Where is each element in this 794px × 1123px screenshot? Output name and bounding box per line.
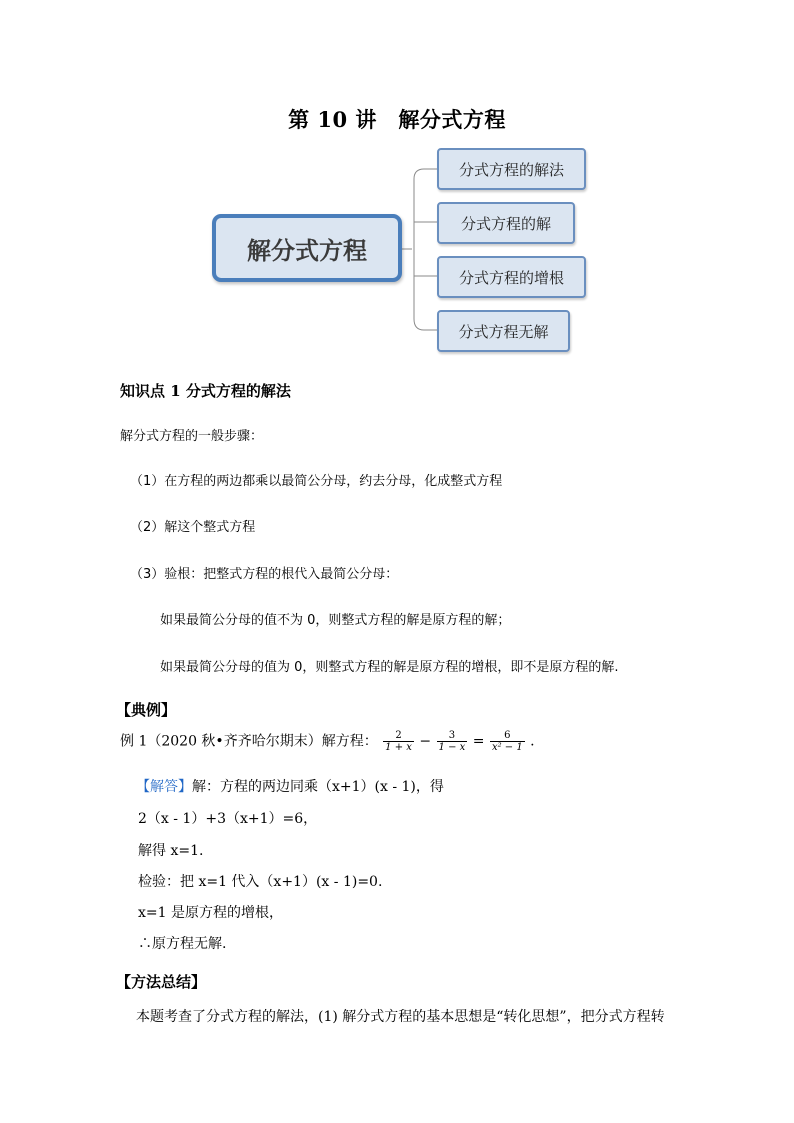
answer-text: 解：方程的两边同乘（x+1）(x - 1)，得 <box>192 779 444 795</box>
mindmap-branch-node: 分式方程的解 <box>437 202 575 244</box>
step-item: （1）在方程的两边都乘以最简公分母，约去分母，化成整式方程 <box>130 474 503 489</box>
example-prefix: 例 1（2020 秋•齐齐哈尔期末）解方程： <box>120 733 378 750</box>
solution-line: 解得 x=1. <box>138 843 204 859</box>
answer-tag: 【解答】 <box>136 779 192 795</box>
step-item: （3）验根：把整式方程的根代入最简公分母： <box>130 567 399 582</box>
mindmap-center-node: 解分式方程 <box>212 214 402 282</box>
fraction: $\frac{3}{1 - x}$ <box>438 730 466 753</box>
check-item: 如果最简公分母的值不为 0，则整式方程的解是原方程的解； <box>160 613 511 628</box>
steps-intro: 解分式方程的一般步骤： <box>120 429 264 444</box>
example-label: 【典例】 <box>116 701 177 719</box>
solution-line: 2（x - 1）+3（x+1）=6， <box>138 811 318 827</box>
mindmap-branch-node: 分式方程的解法 <box>437 148 586 190</box>
minus-sign: − <box>419 733 432 750</box>
example-problem <box>120 730 535 753</box>
check-item: 如果最简公分母的值为 0，则整式方程的解是原方程的增根，即不是原方程的解. <box>160 660 619 675</box>
mindmap-branch-node: 分式方程的增根 <box>437 256 586 298</box>
summary-text: 本题考查了分式方程的解法，(1) 解分式方程的基本思想是“转化思想”，把分式方程转 <box>136 1009 665 1025</box>
section-heading: 知识点 1 分式方程的解法 <box>120 382 291 400</box>
answer-line <box>136 776 444 796</box>
solution-line: 检验：把 x=1 代入（x+1）(x - 1)=0. <box>138 874 383 890</box>
step-item: （2）解这个整式方程 <box>130 520 256 535</box>
equals-sign: = <box>472 733 485 750</box>
page-title: 第 10 讲 解分式方程 <box>288 107 506 132</box>
mindmap-connectors <box>0 0 794 400</box>
solution-line: ∴原方程无解. <box>138 936 227 952</box>
summary-label: 【方法总结】 <box>116 973 207 991</box>
fraction: $\frac{6}{\text{x² − 1}}$ <box>491 730 523 753</box>
period: . <box>530 733 535 750</box>
solution-line: x=1 是原方程的增根， <box>138 905 283 921</box>
mindmap-branch-node: 分式方程无解 <box>437 310 570 352</box>
fraction: $\frac{2}{1 + x}$ <box>385 730 412 753</box>
